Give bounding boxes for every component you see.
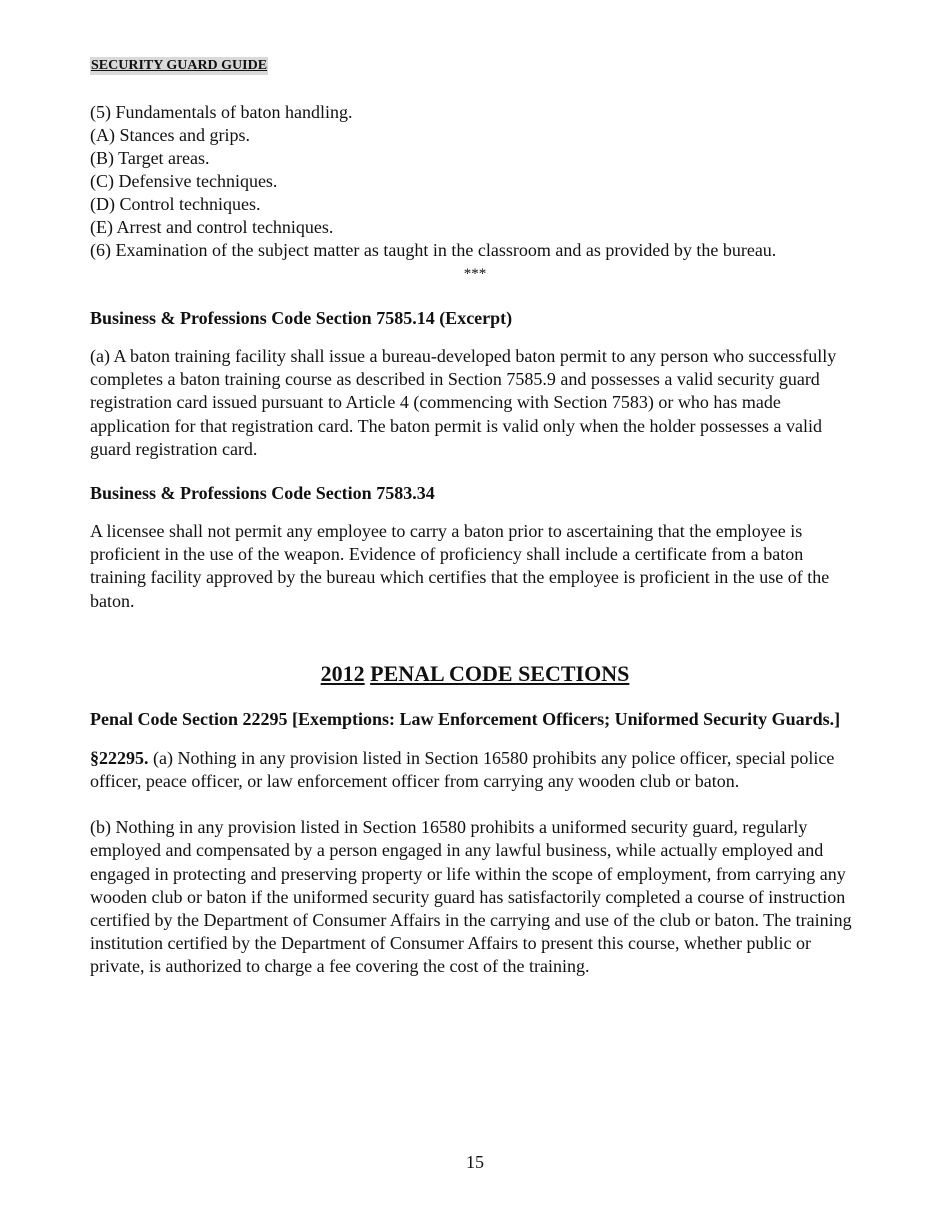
list-item: (5) Fundamentals of baton handling. [90, 102, 353, 122]
section-body-22295-b: (b) Nothing in any provision listed in Section 16580 prohibits a uniformed security guard, regularly employed and compensated by a person engaged in any lawful business, while actually employed and engaged in protecting and preserving property or life within the scope of employment, from carrying any wooden club or baton if the uniformed security guard has satisfactorily completed a course of instruction certified by the Department of Consumer Affairs in the carrying and use of the club or baton. The training institution certified by the Department of Consumer Affairs to present this course, whether public or private, is authorized to charge a fee covering the cost of the training. [90, 817, 852, 977]
penal-code-title [90, 660, 860, 688]
penal-code-title-year: 2012 [320, 660, 365, 686]
section-text-22295-a: (a) Nothing in any provision listed in Section 16580 prohibits any police officer, special police officer, peace officer, or law enforcement officer from carrying any wooden club or baton. [90, 747, 835, 792]
section-heading-7585-14: Business & Professions Code Section 7585.14 (Excerpt) [90, 308, 513, 328]
section-separator: *** [463, 266, 487, 282]
training-topics-list [90, 101, 860, 262]
section-body-7583-34: A licensee shall not permit any employee to carry a baton prior to ascertaining that the employee is proficient in the use of the weapon. Evidence of proficiency shall include a certificate from a baton training facility approved by the bureau which certifies that the employee is proficient in the use of the baton. [90, 521, 830, 611]
page-number: 15 [466, 1152, 484, 1172]
list-item: (C) Defensive techniques. [90, 171, 278, 191]
running-header: SECURITY GUARD GUIDE [91, 58, 268, 73]
list-item: (A) Stances and grips. [90, 125, 250, 145]
list-item: (E) Arrest and control techniques. [90, 217, 334, 237]
section-symbol: §22295. [90, 747, 149, 768]
list-item: (B) Target areas. [90, 148, 210, 168]
section-body-22295-a [90, 747, 860, 793]
section-heading-22295: Penal Code Section 22295 [Exemptions: Law Enforcement Officers; Uniformed Security Guards.] [90, 708, 841, 729]
section-body-7585-14: (a) A baton training facility shall issue a bureau-developed baton permit to any person who successfully completes a baton training course as described in Section 7585.9 and possesses a valid security guard registration card issued pursuant to Article 4 (commencing with Section 7583) or who has made application for that registration card. The baton permit is valid only when the holder possesses a valid guard registration card. [90, 346, 837, 459]
section-heading-7583-34: Business & Professions Code Section 7583.34 [90, 483, 435, 504]
list-item: (D) Control techniques. [90, 194, 261, 214]
document-page [90, 56, 860, 979]
list-item: (6) Examination of the subject matter as taught in the classroom and as provided by the bureau. [90, 240, 777, 260]
penal-code-title-text: PENAL CODE SECTIONS [370, 660, 630, 686]
